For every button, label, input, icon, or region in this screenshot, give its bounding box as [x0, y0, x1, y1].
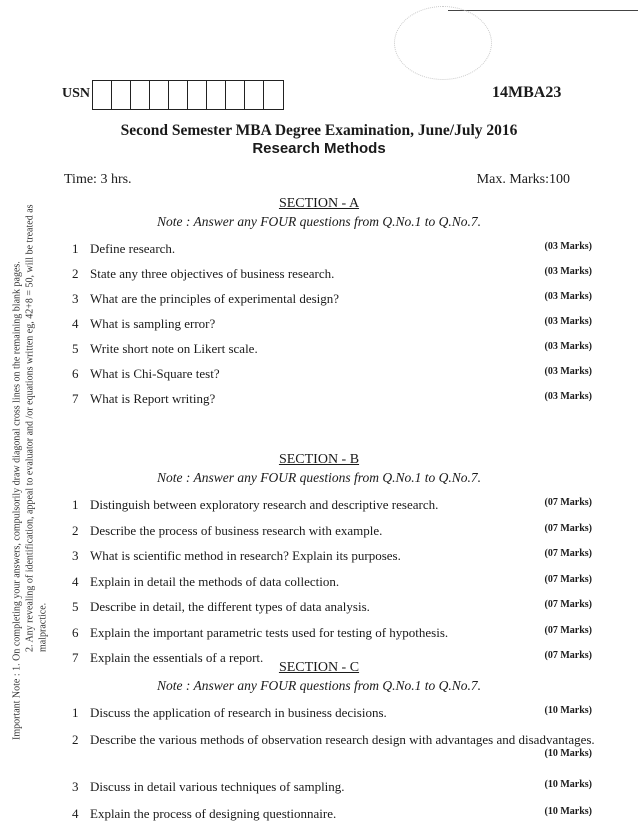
question-marks: (07 Marks) — [544, 573, 592, 585]
question-marks: (03 Marks) — [544, 241, 592, 252]
faint-library-stamp — [394, 6, 492, 80]
question-row — [72, 266, 592, 284]
question-text: Discuss in detail various techniques of sampling. — [90, 779, 345, 794]
usn-digit-box — [207, 81, 226, 109]
question-number: 5 — [72, 599, 79, 614]
paper-code: 14MBA23 — [492, 84, 562, 101]
question-number: 1 — [72, 241, 79, 256]
question-number: 1 — [72, 705, 79, 720]
usn-digit-box — [169, 81, 188, 109]
question-marks: (07 Marks) — [544, 650, 592, 661]
exam-title: Second Semester MBA Degree Examination, June/July 2016 — [120, 122, 518, 139]
question-text: Explain in detail the methods of data collection. — [90, 573, 340, 589]
question-number: 6 — [72, 366, 79, 381]
question-marks: (10 Marks) — [544, 806, 592, 817]
question-number: 5 — [72, 341, 79, 356]
question-text: What is scientific method in research? Explain its purposes. — [90, 548, 401, 563]
usn-digit-box — [93, 81, 112, 109]
usn-digit-box — [112, 81, 131, 109]
question-row — [72, 625, 592, 643]
question-text: Discuss the application of research in business decisions. — [90, 705, 387, 720]
usn-digit-box — [264, 81, 283, 109]
question-marks: (10 Marks) — [544, 705, 592, 716]
question-text: What is sampling error? — [90, 316, 216, 331]
question-text: Explain the essentials of a report. — [90, 650, 264, 665]
question-text: What are the principles of experimental design? — [90, 291, 340, 306]
important-note-line-1: Important Note : 1. On completing your answers, compulsorily draw diagonal cross lines on the remaining blank pages. — [11, 261, 23, 740]
question-row — [72, 523, 592, 541]
important-note-line-2: 2. Any revealing of identification, appeal to evaluator and /or equations written eg, 42+8 = 50, will be treated as malpractice. — [24, 204, 49, 652]
usn-digit-box — [226, 81, 245, 109]
question-number: 2 — [72, 732, 79, 747]
question-text: Define research. — [90, 241, 176, 256]
question-number: 4 — [72, 316, 79, 331]
question-number: 4 — [72, 806, 79, 821]
question-text: Explain the process of designing questionnaire. — [90, 806, 337, 821]
subject-title: Research Methods — [252, 140, 386, 157]
section-heading: SECTION - B — [278, 452, 360, 467]
question-text: Explain the important parametric tests used for testing of hypothesis. — [90, 624, 449, 640]
question-marks: (03 Marks) — [544, 341, 592, 352]
question-number: 7 — [72, 391, 79, 406]
question-row — [72, 366, 592, 384]
question-row — [72, 574, 592, 592]
usn-digit-box — [188, 81, 207, 109]
usn-digit-box — [245, 81, 264, 109]
question-text: Write short note on Likert scale. — [90, 341, 258, 356]
question-number: 2 — [72, 266, 79, 281]
question-row — [72, 548, 592, 566]
question-text: What is Chi-Square test? — [90, 366, 220, 381]
question-text: Describe the various methods of observation research design with advantages and disadvantages. — [90, 732, 595, 747]
question-marks: (10 Marks) — [544, 748, 592, 759]
usn-label: USN — [62, 86, 91, 101]
question-row — [72, 291, 592, 309]
question-number: 3 — [72, 779, 79, 794]
question-row — [72, 497, 592, 515]
section-heading: SECTION - A — [278, 196, 360, 211]
question-row — [72, 779, 592, 797]
question-text: Distinguish between exploratory research and descriptive research. — [90, 497, 439, 512]
question-row — [72, 391, 592, 409]
usn-digit-box — [150, 81, 169, 109]
usn-box-row — [92, 80, 284, 110]
question-text: Describe the process of business research with example. — [90, 522, 383, 538]
question-number: 6 — [72, 624, 79, 640]
question-row — [72, 316, 592, 334]
usn-digit-box — [131, 81, 150, 109]
section-note: Note : Answer any FOUR questions from Q.No.1 to Q.No.7. — [157, 678, 481, 693]
question-marks: (07 Marks) — [544, 624, 592, 636]
question-number: 3 — [72, 291, 79, 306]
top-edge-line — [448, 10, 638, 11]
question-number: 2 — [72, 522, 79, 538]
question-marks: (10 Marks) — [544, 779, 592, 790]
question-marks: (07 Marks) — [544, 548, 592, 559]
question-marks: (03 Marks) — [544, 366, 592, 377]
question-marks: (03 Marks) — [544, 316, 592, 327]
question-marks: (03 Marks) — [544, 291, 592, 302]
max-marks: Max. Marks:100 — [476, 172, 570, 187]
question-marks: (03 Marks) — [544, 391, 592, 402]
question-text: Describe in detail, the different types of data analysis. — [90, 599, 370, 614]
question-row — [72, 806, 592, 824]
question-marks: (07 Marks) — [544, 599, 592, 610]
section-note: Note : Answer any FOUR questions from Q.No.1 to Q.No.7. — [157, 470, 481, 485]
question-number: 1 — [72, 497, 79, 512]
question-number: 3 — [72, 548, 79, 563]
question-row — [72, 241, 592, 259]
question-number: 4 — [72, 573, 79, 589]
time-allowed: Time: 3 hrs. — [64, 172, 132, 187]
question-row — [72, 341, 592, 359]
question-row — [72, 732, 595, 759]
question-row — [72, 599, 592, 617]
question-marks: (07 Marks) — [544, 497, 592, 508]
question-number: 7 — [72, 650, 79, 665]
question-text: What is Report writing? — [90, 391, 216, 406]
question-text: State any three objectives of business research. — [90, 266, 335, 281]
section-note: Note : Answer any FOUR questions from Q.No.1 to Q.No.7. — [157, 214, 481, 229]
question-marks: (07 Marks) — [544, 522, 592, 534]
question-row — [72, 705, 592, 723]
question-marks: (03 Marks) — [544, 266, 592, 277]
section-heading: SECTION - C — [278, 660, 360, 675]
